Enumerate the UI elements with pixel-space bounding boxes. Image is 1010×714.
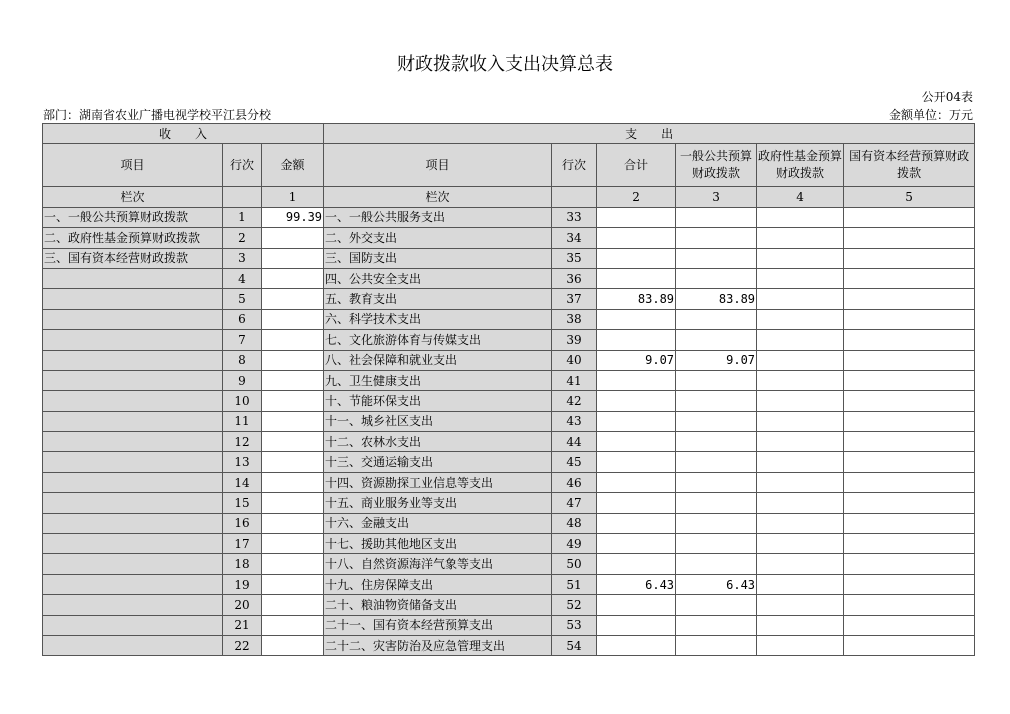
income-amount-cell [262, 635, 324, 655]
state-capital-cell [844, 554, 975, 574]
expense-item-cell: 十、节能环保支出 [324, 391, 552, 411]
total-amount-cell [597, 411, 676, 431]
income-section-header: 收 入 [43, 124, 324, 144]
state-capital-cell [844, 309, 975, 329]
income-item-cell [43, 493, 223, 513]
gov-fund-cell [757, 513, 844, 533]
expense-row-no-cell: 42 [552, 391, 597, 411]
income-row-no-header: 行次 [223, 144, 262, 187]
expense-item-cell: 九、卫生健康支出 [324, 370, 552, 390]
section-header-row [43, 124, 975, 144]
income-row-no-cell: 19 [223, 574, 262, 594]
income-item-cell [43, 370, 223, 390]
general-budget-cell [676, 207, 757, 227]
col-number-3: 3 [676, 187, 757, 207]
table-row [43, 513, 975, 533]
general-budget-cell [676, 411, 757, 431]
total-amount-cell: 6.43 [597, 574, 676, 594]
column-header-row [43, 144, 975, 187]
state-capital-cell [844, 207, 975, 227]
gov-fund-header: 政府性基金预算财政拨款 [757, 144, 844, 187]
col-number-4: 4 [757, 187, 844, 207]
income-amount-header: 金额 [262, 144, 324, 187]
empty-cell [552, 187, 597, 207]
income-item-cell: 二、政府性基金预算财政拨款 [43, 228, 223, 248]
total-amount-cell: 9.07 [597, 350, 676, 370]
form-number: 公开04表 [921, 90, 973, 104]
expense-item-cell: 六、科学技术支出 [324, 309, 552, 329]
income-item-cell: 三、国有资本经营财政拨款 [43, 248, 223, 268]
expense-item-cell: 十六、金融支出 [324, 513, 552, 533]
income-amount-cell [262, 391, 324, 411]
total-amount-cell [597, 595, 676, 615]
gov-fund-cell [757, 534, 844, 554]
expense-row-no-cell: 34 [552, 228, 597, 248]
income-amount-cell [262, 309, 324, 329]
expense-item-cell: 二十一、国有资本经营预算支出 [324, 615, 552, 635]
table-row [43, 493, 975, 513]
gov-fund-cell [757, 452, 844, 472]
income-row-no-cell: 5 [223, 289, 262, 309]
income-amount-cell [262, 534, 324, 554]
table-row [43, 411, 975, 431]
general-budget-cell [676, 268, 757, 288]
expense-item-cell: 二十二、灾害防治及应急管理支出 [324, 635, 552, 655]
total-amount-cell [597, 615, 676, 635]
income-amount-cell [262, 350, 324, 370]
expense-item-cell: 三、国防支出 [324, 248, 552, 268]
income-row-no-cell: 11 [223, 411, 262, 431]
income-amount-cell [262, 248, 324, 268]
state-capital-cell [844, 635, 975, 655]
expense-item-cell: 十五、商业服务业等支出 [324, 493, 552, 513]
table-row [43, 309, 975, 329]
expense-row-no-cell: 51 [552, 574, 597, 594]
income-amount-cell [262, 513, 324, 533]
expense-row-no-header: 行次 [552, 144, 597, 187]
income-amount-cell [262, 268, 324, 288]
income-item-cell [43, 330, 223, 350]
income-row-no-cell: 2 [223, 228, 262, 248]
expense-row-no-cell: 44 [552, 432, 597, 452]
income-row-no-cell: 14 [223, 472, 262, 492]
col-number-1: 1 [262, 187, 324, 207]
amount-unit-label: 金额单位：万元 [888, 108, 973, 122]
income-amount-cell [262, 432, 324, 452]
state-capital-cell [844, 534, 975, 554]
total-amount-cell [597, 207, 676, 227]
expense-row-no-cell: 43 [552, 411, 597, 431]
income-row-no-cell: 22 [223, 635, 262, 655]
gov-fund-cell [757, 289, 844, 309]
total-amount-cell [597, 534, 676, 554]
expense-item-header: 项目 [324, 144, 552, 187]
state-capital-cell [844, 330, 975, 350]
expense-row-no-cell: 41 [552, 370, 597, 390]
state-capital-cell [844, 289, 975, 309]
expense-item-cell: 十一、城乡社区支出 [324, 411, 552, 431]
state-capital-cell [844, 452, 975, 472]
gov-fund-cell [757, 268, 844, 288]
income-item-cell [43, 595, 223, 615]
expense-row-no-cell: 48 [552, 513, 597, 533]
total-amount-cell [597, 554, 676, 574]
gov-fund-cell [757, 554, 844, 574]
general-budget-cell [676, 472, 757, 492]
table-row [43, 595, 975, 615]
income-amount-cell [262, 472, 324, 492]
col-number-2: 2 [597, 187, 676, 207]
table-row [43, 615, 975, 635]
expense-item-cell: 二、外交支出 [324, 228, 552, 248]
table-row [43, 452, 975, 472]
general-budget-cell [676, 391, 757, 411]
income-row-no-cell: 21 [223, 615, 262, 635]
expense-item-cell: 十九、住房保障支出 [324, 574, 552, 594]
gov-fund-cell [757, 248, 844, 268]
income-item-cell [43, 411, 223, 431]
state-capital-cell [844, 228, 975, 248]
expense-row-no-cell: 46 [552, 472, 597, 492]
expense-row-no-cell: 50 [552, 554, 597, 574]
expense-row-no-cell: 35 [552, 248, 597, 268]
income-row-no-cell: 6 [223, 309, 262, 329]
income-item-cell [43, 574, 223, 594]
income-item-header: 项目 [43, 144, 223, 187]
general-budget-cell [676, 432, 757, 452]
total-amount-cell [597, 309, 676, 329]
income-amount-cell [262, 615, 324, 635]
report-table [42, 123, 975, 656]
table-row [43, 574, 975, 594]
expense-item-cell: 一、一般公共服务支出 [324, 207, 552, 227]
general-budget-cell [676, 248, 757, 268]
general-budget-cell [676, 493, 757, 513]
expense-section-header: 支 出 [324, 124, 975, 144]
table-row [43, 268, 975, 288]
column-number-row [43, 187, 975, 207]
state-capital-cell [844, 472, 975, 492]
income-amount-cell [262, 595, 324, 615]
income-item-cell [43, 391, 223, 411]
income-item-cell [43, 309, 223, 329]
expense-row-no-cell: 36 [552, 268, 597, 288]
total-amount-cell [597, 228, 676, 248]
state-capital-cell [844, 432, 975, 452]
gov-fund-cell [757, 635, 844, 655]
general-budget-cell [676, 513, 757, 533]
state-capital-cell [844, 513, 975, 533]
state-capital-header: 国有资本经营预算财政拨款 [844, 144, 975, 187]
income-row-no-cell: 13 [223, 452, 262, 472]
gov-fund-cell [757, 615, 844, 635]
income-col-label: 栏次 [43, 187, 223, 207]
total-amount-cell [597, 391, 676, 411]
income-amount-cell [262, 228, 324, 248]
total-amount-cell [597, 635, 676, 655]
income-row-no-cell: 4 [223, 268, 262, 288]
general-budget-cell [676, 370, 757, 390]
gov-fund-cell [757, 330, 844, 350]
income-item-cell [43, 615, 223, 635]
table-row [43, 534, 975, 554]
expense-item-cell: 七、文化旅游体育与传媒支出 [324, 330, 552, 350]
expense-item-cell: 十二、农林水支出 [324, 432, 552, 452]
department-label: 部门：湖南省农业广播电视学校平江县分校 [43, 108, 272, 122]
gov-fund-cell [757, 370, 844, 390]
income-amount-cell [262, 574, 324, 594]
income-item-cell [43, 350, 223, 370]
total-amount-cell [597, 493, 676, 513]
income-amount-cell [262, 554, 324, 574]
gov-fund-cell [757, 350, 844, 370]
total-amount-cell: 83.89 [597, 289, 676, 309]
total-amount-cell [597, 513, 676, 533]
table-row [43, 472, 975, 492]
gov-fund-cell [757, 595, 844, 615]
general-budget-cell: 83.89 [676, 289, 757, 309]
income-item-cell [43, 472, 223, 492]
state-capital-cell [844, 493, 975, 513]
expense-col-label: 栏次 [324, 187, 552, 207]
expense-row-no-cell: 37 [552, 289, 597, 309]
total-amount-cell [597, 330, 676, 350]
expense-item-cell: 五、教育支出 [324, 289, 552, 309]
expense-row-no-cell: 33 [552, 207, 597, 227]
expense-row-no-cell: 45 [552, 452, 597, 472]
expense-row-no-cell: 54 [552, 635, 597, 655]
income-item-cell [43, 513, 223, 533]
total-amount-cell [597, 248, 676, 268]
total-amount-cell [597, 432, 676, 452]
general-budget-cell [676, 452, 757, 472]
income-amount-cell [262, 411, 324, 431]
total-header: 合计 [597, 144, 676, 187]
income-row-no-cell: 9 [223, 370, 262, 390]
expense-item-cell: 二十、粮油物资储备支出 [324, 595, 552, 615]
gov-fund-cell [757, 228, 844, 248]
general-budget-cell [676, 330, 757, 350]
income-row-no-cell: 8 [223, 350, 262, 370]
table-row [43, 207, 975, 227]
income-item-cell [43, 289, 223, 309]
state-capital-cell [844, 615, 975, 635]
income-amount-cell [262, 370, 324, 390]
income-item-cell [43, 635, 223, 655]
expense-item-cell: 八、社会保障和就业支出 [324, 350, 552, 370]
gov-fund-cell [757, 574, 844, 594]
expense-row-no-cell: 53 [552, 615, 597, 635]
total-amount-cell [597, 472, 676, 492]
general-budget-cell [676, 595, 757, 615]
expense-item-cell: 十八、自然资源海洋气象等支出 [324, 554, 552, 574]
income-amount-cell [262, 330, 324, 350]
general-budget-cell: 9.07 [676, 350, 757, 370]
income-row-no-cell: 7 [223, 330, 262, 350]
table-row [43, 248, 975, 268]
table-body [43, 124, 975, 656]
income-row-no-cell: 3 [223, 248, 262, 268]
expense-item-cell: 四、公共安全支出 [324, 268, 552, 288]
gov-fund-cell [757, 207, 844, 227]
table-row [43, 289, 975, 309]
expense-item-cell: 十三、交通运输支出 [324, 452, 552, 472]
gov-fund-cell [757, 472, 844, 492]
general-budget-cell [676, 534, 757, 554]
table-row [43, 432, 975, 452]
general-budget-cell [676, 228, 757, 248]
income-amount-cell: 99.39 [262, 207, 324, 227]
state-capital-cell [844, 268, 975, 288]
expense-row-no-cell: 47 [552, 493, 597, 513]
total-amount-cell [597, 452, 676, 472]
income-item-cell [43, 534, 223, 554]
col-number-5: 5 [844, 187, 975, 207]
general-budget-cell [676, 554, 757, 574]
income-amount-cell [262, 452, 324, 472]
gov-fund-cell [757, 411, 844, 431]
gov-fund-cell [757, 309, 844, 329]
expense-row-no-cell: 40 [552, 350, 597, 370]
income-row-no-cell: 16 [223, 513, 262, 533]
state-capital-cell [844, 411, 975, 431]
income-item-cell: 一、一般公共预算财政拨款 [43, 207, 223, 227]
state-capital-cell [844, 574, 975, 594]
income-item-cell [43, 268, 223, 288]
state-capital-cell [844, 248, 975, 268]
state-capital-cell [844, 370, 975, 390]
income-row-no-cell: 12 [223, 432, 262, 452]
total-amount-cell [597, 268, 676, 288]
table-row [43, 370, 975, 390]
general-budget-cell [676, 309, 757, 329]
empty-cell [223, 187, 262, 207]
expense-row-no-cell: 39 [552, 330, 597, 350]
state-capital-cell [844, 350, 975, 370]
gov-fund-cell [757, 493, 844, 513]
expense-row-no-cell: 49 [552, 534, 597, 554]
income-item-cell [43, 452, 223, 472]
income-row-no-cell: 1 [223, 207, 262, 227]
table-row [43, 228, 975, 248]
income-item-cell [43, 432, 223, 452]
income-row-no-cell: 10 [223, 391, 262, 411]
gov-fund-cell [757, 391, 844, 411]
income-row-no-cell: 20 [223, 595, 262, 615]
income-row-no-cell: 18 [223, 554, 262, 574]
general-budget-header: 一般公共预算财政拨款 [676, 144, 757, 187]
expense-row-no-cell: 38 [552, 309, 597, 329]
table-row [43, 330, 975, 350]
income-row-no-cell: 17 [223, 534, 262, 554]
expense-item-cell: 十七、援助其他地区支出 [324, 534, 552, 554]
income-row-no-cell: 15 [223, 493, 262, 513]
state-capital-cell [844, 595, 975, 615]
table-row [43, 391, 975, 411]
state-capital-cell [844, 391, 975, 411]
expense-row-no-cell: 52 [552, 595, 597, 615]
table-row [43, 350, 975, 370]
gov-fund-cell [757, 432, 844, 452]
report-title: 财政拨款收入支出决算总表 [397, 54, 613, 75]
income-amount-cell [262, 289, 324, 309]
income-item-cell [43, 554, 223, 574]
total-amount-cell [597, 370, 676, 390]
general-budget-cell [676, 635, 757, 655]
expense-item-cell: 十四、资源勘探工业信息等支出 [324, 472, 552, 492]
general-budget-cell [676, 615, 757, 635]
income-amount-cell [262, 493, 324, 513]
table-row [43, 635, 975, 655]
table-row [43, 554, 975, 574]
general-budget-cell: 6.43 [676, 574, 757, 594]
